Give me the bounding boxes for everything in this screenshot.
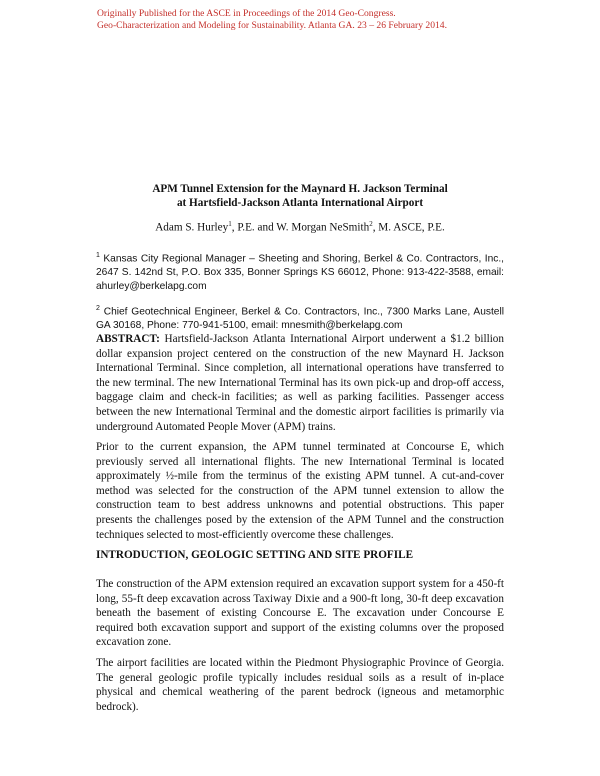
affiliation-2-text: Chief Geotechnical Engineer, Berkel & Co. Contractors, Inc., 7300 Marks Lane, Austell GA 30168, Phone: 770-941-5100, email: mnesmith@berkelapg.com (96, 306, 504, 331)
affiliation-1-marker: 1 (96, 252, 100, 259)
affiliation-2-marker: 2 (96, 305, 100, 312)
author-2-marker: 2 (369, 220, 373, 228)
body-paragraph-4: The airport facilities are located within the Piedmont Physiographic Province of Georgia. The general geologic profile typically includes residual soils as a result of in-place physical and chemical weathering of the parent bedrock (igneous and metamorphic bedrock). (96, 657, 504, 713)
abstract-text: Hartsfield-Jackson Atlanta International Airport underwent a $1.2 billion dollar expansion project centered on the construction of the new Maynard H. Jackson International Terminal. Since completion, all international operations have transferred to the new terminal. The new International Terminal has its own pick-up and drop-off access, baggage claim and check-in facilities; as well as parking facilities. Passenger access between the new International Terminal and the domestic airport facilities is primarily via underground Automated People Mover (APM) trains. (96, 333, 504, 433)
abstract-label: ABSTRACT: (96, 333, 160, 345)
author-credentials: , M. ASCE, P.E. (372, 221, 445, 234)
abstract-paragraph (96, 332, 504, 434)
affiliation-1 (96, 249, 504, 293)
body-paragraph-2: Prior to the current expansion, the APM tunnel terminated at Concourse E, which previously served all international flights. The new International Terminal is located approximately ½-mile from the terminus of the existing APM tunnel. A cut-and-cover method was selected for the construction of the APM tunnel extension to allow the construction team to best address unknowns and potential obstructions. This paper presents the challenges posed by the extension of the APM Tunnel and the construction techniques selected to most-efficiently overcome these challenges. (96, 441, 504, 541)
title-line-2: at Hartsfield-Jackson Atlanta International Airport (176, 197, 424, 209)
author-1-name: Adam S. Hurley (155, 221, 229, 234)
paper-title (60, 182, 540, 210)
author-list (60, 220, 540, 234)
title-line-1: APM Tunnel Extension for the Maynard H. Jackson Terminal (152, 183, 448, 195)
header-line-1: Originally Published for the ASCE in Proceedings of the 2014 Geo-Congress. (97, 8, 396, 19)
affiliation-1-text: Kansas City Regional Manager – Sheeting and Shoring, Berkel & Co. Contractors, Inc., 2647 S. 142nd St, P.O. Box 335, Bonner Springs KS 66012, Phone: 913-422-3588, email: ahurley@berkelapg.com (96, 253, 504, 292)
author-separator: , P.E. and W. Morgan NeSmith (231, 221, 370, 234)
author-1-marker: 1 (228, 220, 232, 228)
body-paragraph-3: The construction of the APM extension required an excavation support system for a 450-ft long, 55-ft deep excavation across Taxiway Dixie and a 900-ft long, 30-ft deep excavation beneath the basement of existing Concourse E. The excavation under Concourse E required both excavation support and support of the existing columns over the proposed excavation zone. (96, 578, 504, 649)
header-line-2: Geo-Characterization and Modeling for Sustainability. Atlanta GA. 23 – 26 February 2014. (97, 19, 448, 31)
publication-header (97, 8, 567, 31)
affiliation-2 (96, 302, 504, 333)
section-heading: INTRODUCTION, GEOLOGIC SETTING AND SITE PROFILE (96, 549, 414, 561)
